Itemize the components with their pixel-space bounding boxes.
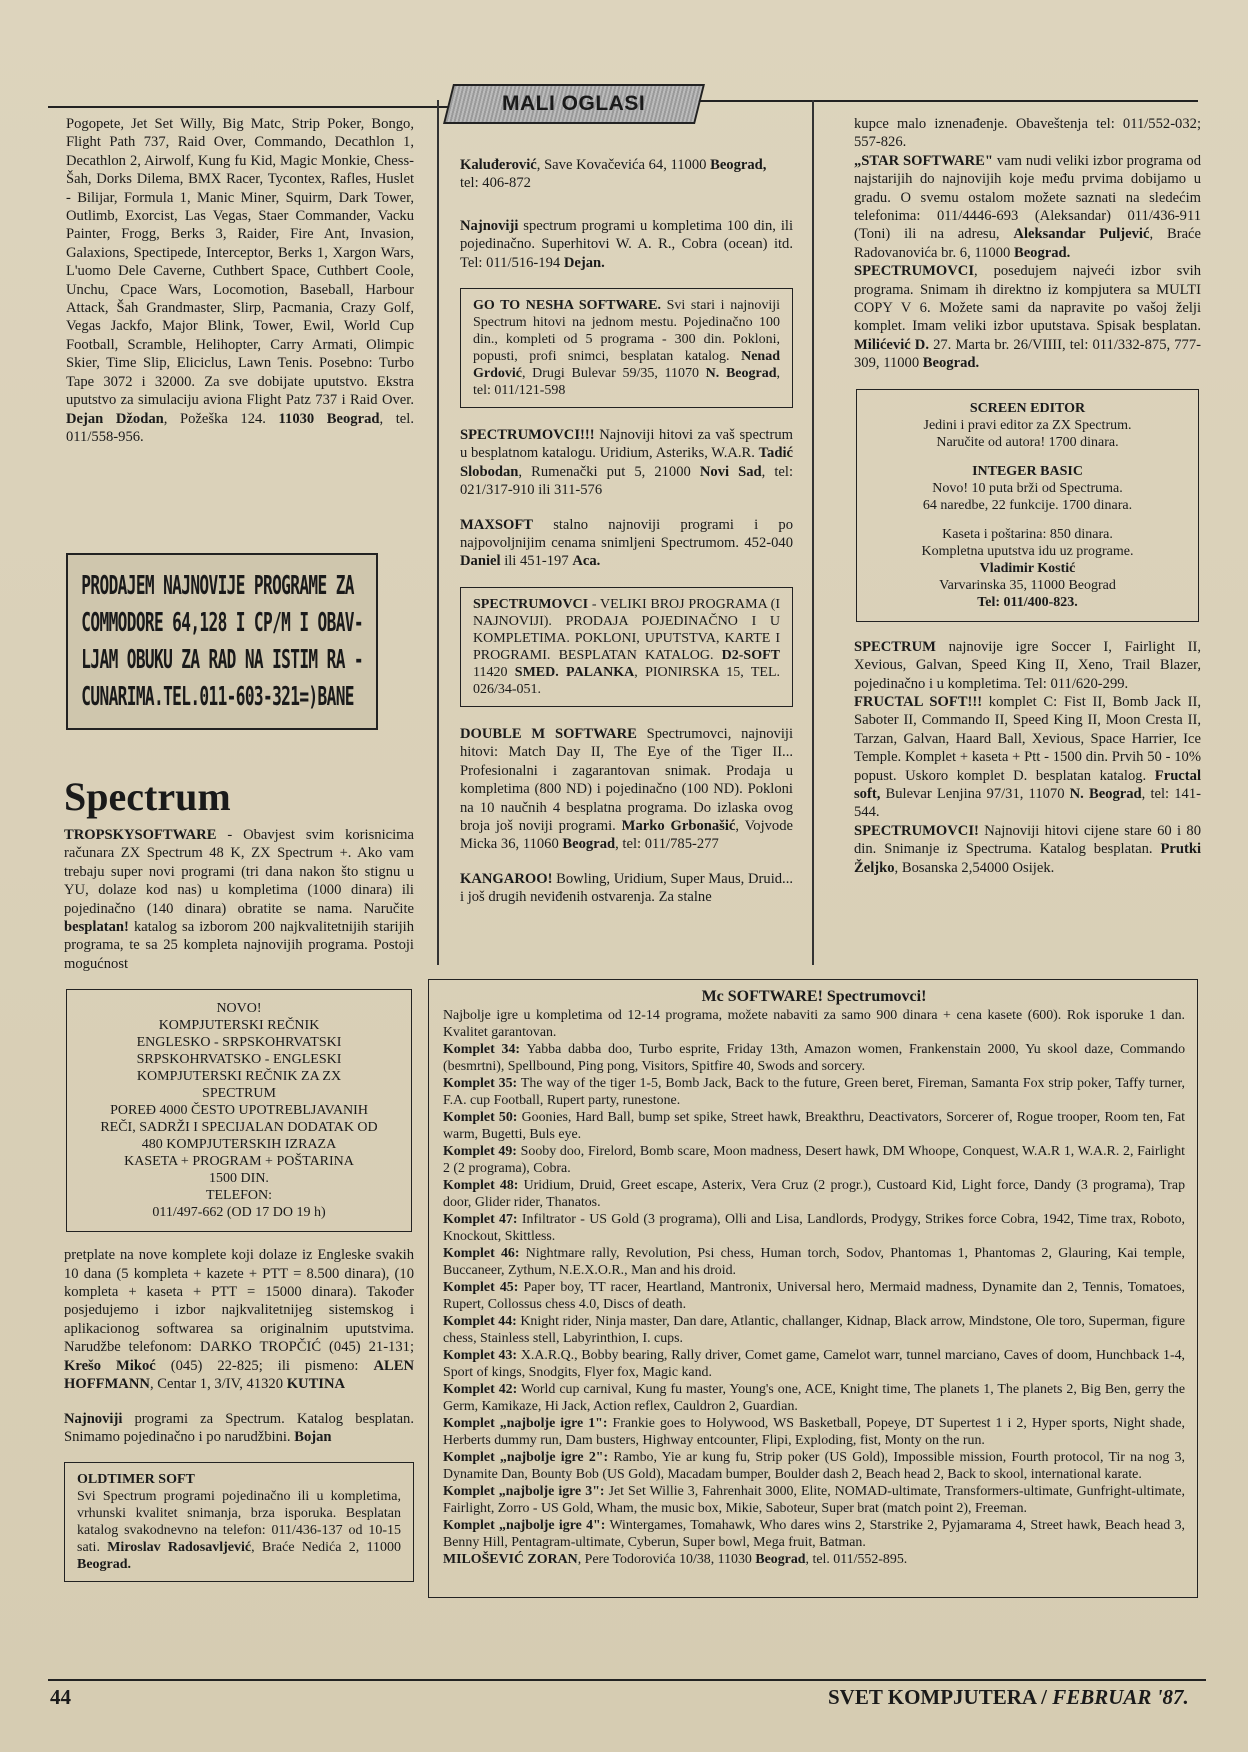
kostic-line: Kompletna uputstva idu uz programe. bbox=[921, 543, 1134, 559]
milicevic-name: Milićević D. bbox=[854, 336, 929, 353]
mc-sign-name: MILOŠEVIĆ ZORAN bbox=[443, 1552, 578, 1567]
dejan-bold: Najnoviji bbox=[460, 217, 519, 234]
d2-phone: , PIONIRSKA 15, TEL. 026/34-051. bbox=[473, 664, 780, 697]
komplet-label: Komplet 42: bbox=[443, 1382, 518, 1397]
screen-editor-box bbox=[856, 389, 1199, 622]
doublem-phone: , tel: 011/785-277 bbox=[615, 836, 719, 853]
nesha-title: GO TO NESHA SOFTWARE. bbox=[473, 298, 661, 314]
mc-sign-address: , Pere Todorovića 10/38, 11030 bbox=[577, 1552, 756, 1567]
doublem-text: Spectrumovci, najnoviji hitovi: Match Day II, The Eye of the Tiger II... Profesionalni i zagarantovan snimak. Prodaja u kompletima (800 ND) i pojedinačno (100 ND). Pokloni na 10 naučnih 4 besplatna programa. Do izlaska ovog broja još noviji programi. bbox=[460, 725, 793, 834]
basic-line: Novo! 10 puta brži od Spectruma. bbox=[932, 480, 1123, 496]
komplet-entry bbox=[443, 1075, 1185, 1109]
d2-name: D2-SOFT bbox=[721, 647, 780, 663]
bojan-text: programi za Spectrum. Katalog besplatan. Snimamo pojedinačno i po narudžbini. bbox=[64, 1410, 414, 1445]
milicevic-city: Beograd. bbox=[922, 355, 980, 372]
oldtimer-name: Miroslav Radosavljević bbox=[107, 1540, 252, 1556]
pretplate-text2: (045) 22-825; ili pismeno: bbox=[155, 1357, 374, 1374]
column-2 bbox=[460, 156, 793, 923]
novo-line: KOMPJUTERSKI REČNIK bbox=[158, 1018, 320, 1034]
column-3 bbox=[854, 115, 1201, 893]
commodore-ad bbox=[66, 553, 378, 730]
star-name: Aleksandar Puljević bbox=[1013, 226, 1150, 243]
column-divider-1 bbox=[437, 100, 439, 965]
editor-title: SCREEN EDITOR bbox=[969, 400, 1086, 416]
komplet-label: Komplet 46: bbox=[443, 1246, 520, 1261]
commodore-ad-line: PRODAJEM NAJNOVIJE PROGRAME ZA bbox=[81, 570, 354, 601]
pretplate-text3: , Centar 1, 3/IV, 41320 bbox=[149, 1376, 287, 1393]
komplet-text: Goonies, Hard Ball, bump set spike, Street hawk, Breakthru, Deactivators, Sorcerer of, Rogue trooper, Room ten, Fat warm, Bugetti, Buls eye. bbox=[443, 1110, 1186, 1142]
komplet-label: Komplet 35: bbox=[443, 1076, 518, 1091]
kostic-name: Vladimir Kostić bbox=[979, 560, 1076, 576]
games-ad bbox=[66, 115, 414, 446]
mc-sign-phone: , tel. 011/552-895. bbox=[805, 1552, 908, 1567]
dejan-ad bbox=[460, 217, 793, 272]
maxsoft-bold: MAXSOFT bbox=[460, 516, 533, 533]
maxsoft-name1: Daniel bbox=[460, 553, 501, 570]
milicevic-address: 27. Marta br. 26/VIIII, tel: 011/332-875, 777-309, 11000 bbox=[854, 336, 1201, 372]
novo-line: POREĐ 4000 ČESTO UPOTREBLJAVANIH bbox=[110, 1103, 368, 1119]
tropsky-text: - Obavjest svim korisnicima računara ZX Spectrum 48 K, ZX Spectrum +. Ako vam trebaju super novi programi (tri dana nakon što stignu u YU, dolaze kod nas) u kompletima (1000 dinara) ili pojedinačno (140 dinara) obratite se nama. Naručite bbox=[64, 827, 414, 917]
fructal-city: N. Beograd bbox=[1069, 785, 1142, 802]
kal-phone: tel: 406-872 bbox=[460, 175, 531, 192]
novo-line: 011/497-662 (OD 17 DO 19 h) bbox=[152, 1205, 326, 1221]
games-ad-text: Pogopete, Jet Set Willy, Big Matc, Strip Poker, Bongo, Flight Path 737, Raid Over, Commando, Decathlon 1, Decathlon 2, Airwolf, Kung fu Kid, Magic Monkie, Chess-Šah, Dorks Dilema, BMX Racer, Tycontex, Rafles, Huslet - Bilijar, Formula 1, Manic Miner, Squirm, Dark Tower, Outlimb, Exorcist, Las Vegas, Staer Commander, Vacku Painter, Frogg, Berks 3, Raider, Fire Ant, Invasion, Galaxions, Spectipede, Interceptor, Berks 1, Xargon Wars, L'uomo Dele Caverne, Cuthbert Space, Cuthbert Coole, Unchu, Cpace Wars, Locomotion, Baseball, Harbour Attack, Šah Grandmaster, Slirp, Pacmania, Crazy Golf, Vegas Jackfo, Major Blink, Tower, Ewil, World Cup Football, Scramble, Helihopter, Carry Armati, Olimpic Skier, Time Slip, Eliciclus, Lawn Tenis. Posebno: Turbo Tape 3072 i 32000. Za sve dobijate uputstvo. Ekstra uputstvo za simulaciju aviona Flight Patz 737 i Raid Over. bbox=[66, 116, 414, 409]
d2-text: - VELIKI BROJ PROGRAMA (I NAJNOVIJI). PRODAJA POJEDINAČNO I U KOMPLETIMA. POKLONI, UPUTSTVA, KARTE I PROGRAMI. BESPLATAN KATALOG. bbox=[473, 596, 780, 663]
mc-title: Mc SOFTWARE! Spectrumovci! bbox=[701, 988, 927, 1005]
nesha-name: Nenad Grdović bbox=[473, 349, 780, 382]
page-number: 44 bbox=[50, 1685, 71, 1709]
tadic-phone: , tel: 021/317-910 ili 311-576 bbox=[460, 463, 793, 499]
kostic-phone: Tel: 011/400-823. bbox=[977, 594, 1078, 610]
prutki-ad bbox=[854, 822, 1201, 877]
header-rule-left bbox=[48, 106, 458, 108]
oldtimer-title: OLDTIMER SOFT bbox=[77, 1472, 195, 1488]
novo-line: SRPSKOHRVATSKO - ENGLESKI bbox=[136, 1052, 342, 1068]
tadic-text: Najnoviji hitovi za vaš spectrum u besplatnom katalogu. Uridium, Asteriks, W.A.R. bbox=[460, 427, 793, 462]
komplet-entry bbox=[443, 1177, 1185, 1211]
komplet-entry bbox=[443, 1279, 1185, 1313]
games-ad-city: 11030 Beograd bbox=[278, 410, 380, 427]
doublem-city: Beograd bbox=[562, 836, 616, 853]
novo-line: ENGLESKO - SRPSKOHRVATSKI bbox=[136, 1035, 342, 1051]
komplet-text: Sooby doo, Firelord, Bomb scare, Moon madness, Desert hawk, DM Whoope, Conquest, W.A.R 1, W.A.R. 2, Fairlight 2 (2 programa), Cobra. bbox=[443, 1144, 1186, 1176]
d2-mid: 11420 bbox=[473, 664, 515, 680]
novo-line: KASETA + PROGRAM + POŠTARINA bbox=[124, 1154, 354, 1170]
komplet-entry bbox=[443, 1041, 1185, 1075]
komplet-entry bbox=[443, 1143, 1185, 1177]
komplet-text: Yabba dabba doo, Turbo esprite, Friday 13th, Amazon women, Frankenstain 2000, Yu skool daze, Commando (besmrtni), Spellbound, Ping pong, Visitors, Spitfire 40, Swods and sorcery. bbox=[443, 1042, 1186, 1074]
komplet-label: Komplet „najbolje igre 4": bbox=[443, 1518, 606, 1533]
column-1 bbox=[66, 115, 414, 462]
komplet-text: Knight rider, Ninja master, Dan dare, Atlantic, challanger, Kidnap, Black arrow, Mindstone, Ole toro, Superman, figure chess, Stainless stell, Labyrinthion, I. cups. bbox=[443, 1314, 1185, 1346]
kostic-address: Varvarinska 35, 11000 Beograd bbox=[939, 577, 1116, 593]
novo-dictionary-box bbox=[66, 989, 412, 1232]
komplet-entry bbox=[443, 1313, 1185, 1347]
pretplate-text: pretplate na nove komplete koji dolaze iz Engleske svakih 10 dana (5 kompleta + kazete + PTT = 8.500 dinara), (10 kompleta + kaseta + PTT = 15000 dinara). Također posjedujemo i izbor najkvalitetnijeg sistemskog i aplikacionog softwarea sa originalnim uputstvima. Narudžbe telefonom: DARKO TROPČIĆ (045) 21-131; bbox=[64, 1247, 414, 1356]
bojan-bold: Najnoviji bbox=[64, 1410, 123, 1427]
komplet-text: Nightmare rally, Revolution, Psi chess, Human torch, Sodov, Phantomas 1, Phantomas 2, Glauring, Kai temple, Buccaneer, Zythum, N.E.X.O.R., Man and his droid. bbox=[443, 1246, 1185, 1278]
kostic-line: Kaseta i poštarina: 850 dinara. bbox=[942, 526, 1113, 542]
mc-signature bbox=[443, 1551, 1185, 1568]
komplet-text: X.A.R.Q., Bobby bearing, Rally driver, Comet game, Camelot warr, tunnel marciano, Caves of doom, Hunchback 1-4, Sport of kings, Snodgits, Flyer fox, Magic kand. bbox=[443, 1348, 1186, 1380]
oldtimer-city: Beograd. bbox=[77, 1557, 132, 1573]
tropsky-text2: katalog sa izborom 200 najkvalitetnijih starijih programa, te sa 25 kompleta najnovijih programa. Postoji mogućnost bbox=[64, 919, 414, 972]
commodore-ad-line: CUNARIMA.TEL.011-603-321=)BANE bbox=[81, 681, 354, 712]
star-text: vam nudi veliki izbor programa od najstarijih do najnovijih koje među prvima dobijamo u gradu. O svemu ostalom možete saznati na sledećim telefonima: 011/4446-693 (Aleksandar) 011/436-911 (Toni) ili na adresu, bbox=[854, 152, 1201, 243]
komplet-text: Infiltrator - US Gold (3 programa), Olli and Lisa, Landlords, Prodygy, Strikes force Cobra, 1942, Time trax, Roboto, Knockout, Skittless. bbox=[443, 1212, 1185, 1244]
doublem-address: , Vojvode Micka 36, 11060 bbox=[460, 817, 793, 853]
pretplate-bold2: ALEN HOFFMANN bbox=[64, 1357, 414, 1393]
mc-software-box bbox=[428, 979, 1198, 1598]
spectrum-games-ad bbox=[854, 638, 1201, 693]
column-1-lower bbox=[64, 770, 414, 1582]
komplet-entry bbox=[443, 1483, 1185, 1517]
fructal-address: Bulevar Lenjina 97/31, 11070 bbox=[880, 785, 1070, 802]
d2-title: SPECTRUMOVCI bbox=[473, 596, 589, 612]
magazine-issue: FEBRUAR '87. bbox=[1052, 1685, 1189, 1709]
komplet-label: Komplet 47: bbox=[443, 1212, 518, 1227]
novo-line: TELEFON: bbox=[205, 1188, 273, 1204]
komplet-entry bbox=[443, 1449, 1185, 1483]
novo-line: REČI, SADRŽI I SPECIJALAN DODATAK OD bbox=[100, 1120, 378, 1136]
komplet-label: Komplet 43: bbox=[443, 1348, 518, 1363]
games-ad-address: , Požeška 124. bbox=[163, 410, 279, 427]
editor-line: Naručite od autora! 1700 dinara. bbox=[936, 434, 1119, 450]
komplet-text: World cup carnival, Kung fu master, Young's one, ACE, Knight time, The planets 1, The planets 2, Big Ben, gerry the Germ, Kamikaze, Hi Jack, Action reflex, Cauldron 2, Guardian. bbox=[443, 1382, 1185, 1414]
kangaroo-ad bbox=[460, 870, 793, 907]
komplet-label: Komplet 44: bbox=[443, 1314, 517, 1329]
fructal-bold: FRUCTAL SOFT!!! bbox=[854, 693, 983, 710]
komplet-entry bbox=[443, 1517, 1185, 1551]
d2-city: SMED. PALANKA bbox=[514, 664, 635, 680]
novo-line: 1500 DIN. bbox=[209, 1171, 269, 1187]
kupce-ad bbox=[854, 115, 1201, 152]
editor-line: Jedini i pravi editor za ZX Spectrum. bbox=[923, 417, 1132, 433]
komplet-label: Komplet 34: bbox=[443, 1042, 521, 1057]
oldtimer-box bbox=[64, 1462, 414, 1582]
komplet-entry bbox=[443, 1109, 1185, 1143]
oldtimer-text: Svi Spectrum programi pojedinačno ili u kompletima, vrhunski kvalitet snimanja, brza isporuka. Besplatan katalog svakodnevno na telefon: 011/436-137 od 10-15 sati. bbox=[77, 1489, 401, 1556]
maxsoft-ad bbox=[460, 516, 793, 571]
kal-name: Kaluđerović bbox=[460, 157, 537, 173]
mc-intro: Najbolje igre u kompletima od 12-14 programa, možete nabaviti za samo 900 dinara + cena kasete (600). Rok isporuke 1 dan. Kvalitet garantovan. bbox=[443, 1008, 1185, 1040]
spectrum-heading: Spectrum bbox=[64, 774, 231, 819]
tadic-name: Tadić Slobodan bbox=[460, 445, 793, 480]
nesha-text: Svi stari i najnoviji Spectrum hitovi na jednom mestu. Pojedinačno 100 din., kompleti od 5 programa - 300 din. Pokloni, popusti, profi snimci, besplatan katalog. bbox=[473, 298, 780, 365]
komplet-entry bbox=[443, 1211, 1185, 1245]
fructal-ad bbox=[854, 693, 1201, 822]
komplet-list bbox=[443, 1041, 1185, 1551]
dejan-name: Dejan. bbox=[563, 254, 605, 271]
star-software-ad bbox=[854, 152, 1201, 262]
komplet-text: Wintergames, Tomahawk, Who dares wins 2, Starstrike 2, Pyjamarama 4, Street hawk, Beach head 3, Benny Hill, Pentagram-ultimate, Cyberun, Super bowl, Mega fruit, Batman. bbox=[443, 1518, 1185, 1550]
komplet-text: The way of the tiger 1-5, Bomb Jack, Back to the future, Green beret, Fireman, Samanta Fox strip poker, Taffy turner, F.A. cup Football, Rupert party, runestone. bbox=[443, 1076, 1186, 1108]
section-title: MALI OGLASI bbox=[502, 92, 646, 115]
commodore-ad-line: COMMODORE 64,128 I CP/M I OBAV- bbox=[81, 607, 363, 638]
milicevic-text: , posedujem najveći izbor svih programa. Snimam ih direktno iz kompjutera sa MULTI COPY V 6. Možete sami da napravite po vašoj želji komplet. Imam veliki izbor uputstava. Spisak besplatan. bbox=[854, 263, 1201, 335]
tropsky-ad bbox=[64, 826, 414, 973]
tadic-address: , Rumenački put 5, 21000 bbox=[518, 463, 700, 480]
komplet-entry bbox=[443, 1245, 1185, 1279]
magazine-name: SVET KOMPJUTERA / bbox=[828, 1685, 1053, 1709]
bojan-ad bbox=[64, 1410, 414, 1447]
games-ad-name: Dejan Džodan bbox=[66, 410, 164, 427]
komplet-entry bbox=[443, 1347, 1185, 1381]
kal-city: Beograd, bbox=[710, 157, 767, 173]
komplet-label: Komplet „najbolje igre 3": bbox=[443, 1484, 605, 1499]
komplet-entry bbox=[443, 1415, 1185, 1449]
d2-soft-box bbox=[460, 587, 793, 707]
dejan-text: spectrum programi u kompletima 100 din, ili pojedinačno. Superhitovi W. A. R., Cobra (ocean) itd. Tel: 011/516-194 bbox=[460, 217, 793, 271]
section-banner bbox=[443, 84, 705, 124]
komplet-label: Komplet 49: bbox=[443, 1144, 517, 1159]
komplet-label: Komplet 50: bbox=[443, 1110, 518, 1125]
footer-rule bbox=[48, 1679, 1206, 1681]
kaluderovic-ad bbox=[460, 156, 793, 193]
pretplate-bold1: Krešo Mikoć bbox=[64, 1357, 156, 1374]
maxsoft-text: stalno najnoviji programi i po najpovoljnijim cenama snimljeni Spectrumom. 452-040 bbox=[460, 516, 793, 552]
bojan-name: Bojan bbox=[294, 1428, 332, 1445]
kupce-text: kupce malo iznenađenje. Obaveštenja tel: 011/552-032; 557-826. bbox=[854, 116, 1201, 151]
basic-line: 64 naredbe, 22 funkcije. 1700 dinara. bbox=[922, 497, 1133, 513]
tropsky-name: TROPSKYSOFTWARE bbox=[64, 827, 217, 843]
komplet-text: Jet Set Willie 3, Fahrenhait 3000, Elite, NOMAD-ultimate, Transformers-ultimate, Gunfright-ultimate, Fairlight, Zorro - US Gold, Wham, the music box, Mikie, Saboteur, Super brat (match point 2), Freeman. bbox=[443, 1484, 1185, 1516]
spectrum2-bold: SPECTRUM bbox=[854, 638, 936, 655]
komplet-text: Frankie goes to Holywood, WS Basketball, Popeye, DT Supertest 1 i 2, Hyper sports, Night shade, Herberts dummy run, Dam busters, Highway entcounter, Flipi, Exploding, fist, Monty on the run. bbox=[443, 1416, 1185, 1448]
doublem-name: Marko Grbonašić bbox=[621, 817, 736, 834]
nesha-city: N. Beograd bbox=[705, 366, 777, 382]
spectrum2-text: najnovije igre Soccer I, Fairlight II, Xevious, Galvan, Speed King II, Xeno, Trail Blazer, pojedinačno i u kompletima. Tel: 011/620-299. bbox=[854, 638, 1201, 692]
tropsky-bold: besplatan! bbox=[64, 919, 129, 936]
kangaroo-text: Bowling, Uridium, Super Maus, Druid... i još drugih neviđenih ostvarenja. Za stalne bbox=[460, 870, 793, 906]
star-city: Beograd. bbox=[1013, 244, 1071, 261]
oldtimer-address: , Braće Nedića 2, 11000 bbox=[251, 1540, 401, 1556]
commodore-ad-text bbox=[81, 568, 363, 716]
milicevic-bold: SPECTRUMOVCI bbox=[854, 263, 974, 280]
komplet-label: Komplet „najbolje igre 2": bbox=[443, 1450, 609, 1465]
novo-line: 480 KOMPJUTERSKIH IZRAZA bbox=[141, 1137, 337, 1153]
novo-line: NOVO! bbox=[216, 1001, 262, 1017]
komplet-text: Uridium, Druid, Greet escape, Asterix, Vera Cruz (2 progr.), Custoard Kid, Light force, Dandy (3 programa), Trap door, Glider rider, Thanatos. bbox=[443, 1178, 1186, 1210]
maxsoft-mid: ili 451-197 bbox=[500, 553, 573, 570]
pretplate-bold3: KUTINA bbox=[286, 1376, 346, 1393]
fructal-text: komplet C: Fist II, Bomb Jack II, Saboter II, Commando II, Speed King II, Moon Cresta II, Tarzan, Galvan, Haard Ball, Xevious, Space Harrier, Ice Temple. Komplet + kaseta + Ptt - 1500 din. Prvih 50 - 10% popust. Uskoro komplet D. besplatan katalog. bbox=[854, 693, 1201, 784]
mc-sign-city: Beograd bbox=[755, 1552, 806, 1567]
star-address: , Braće Radovanovića br. 6, 11000 bbox=[854, 226, 1201, 261]
nesha-phone: , tel: 011/121-598 bbox=[473, 366, 780, 399]
prutki-bold: SPECTRUMOVCI! bbox=[854, 822, 979, 839]
pretplate-ad bbox=[64, 1246, 414, 1393]
komplet-text: Paper boy, TT racer, Heartland, Mantronix, Universal hero, Mermaid madness, Dynamite dan 2, Tennis, Tomatoes, Rupert, Collossus chess 4.0, Discs of death. bbox=[443, 1280, 1185, 1312]
magazine-footer bbox=[828, 1685, 1189, 1710]
tadic-bold: SPECTRUMOVCI!!! bbox=[460, 427, 595, 444]
star-bold: „STAR SOFTWARE" bbox=[854, 152, 994, 169]
basic-title: INTEGER BASIC bbox=[972, 463, 1083, 479]
fructal-name: Fructal soft, bbox=[854, 767, 1201, 802]
tadic-city: Novi Sad bbox=[699, 463, 762, 480]
komplet-text: Rambo, Yie ar kung fu, Strip poker (US Gold), Impossible mission, Fourth protocol, Tir na nog 3, Dynamite Dan, Bounty Bob (US Gold), Macadam bumper, Boulder dash 2, Beach head 2, Back to skool, international karate. bbox=[443, 1450, 1185, 1482]
komplet-entry bbox=[443, 1381, 1185, 1415]
column-divider-2 bbox=[812, 100, 814, 965]
fructal-phone: , tel: 141-544. bbox=[854, 785, 1201, 821]
tadic-ad bbox=[460, 426, 793, 500]
nesha-address: , Drugi Bulevar 59/35, 11070 bbox=[522, 366, 706, 382]
commodore-ad-line: LJAM OBUKU ZA RAD NA ISTIM RA - bbox=[81, 644, 363, 675]
prutki-address: , Bosanska 2,54000 Osijek. bbox=[894, 859, 1055, 876]
games-ad-phone: , tel. 011/558-956. bbox=[66, 410, 414, 445]
header-rule-right bbox=[690, 100, 1198, 102]
doublem-ad bbox=[460, 725, 793, 854]
komplet-label: Komplet 45: bbox=[443, 1280, 519, 1295]
milicevic-ad bbox=[854, 262, 1201, 372]
doublem-bold: DOUBLE M SOFTWARE bbox=[460, 725, 637, 742]
kangaroo-bold: KANGAROO! bbox=[460, 870, 553, 887]
nesha-box bbox=[460, 288, 793, 408]
komplet-label: Komplet „najbolje igre 1": bbox=[443, 1416, 608, 1431]
novo-line: SPECTRUM bbox=[202, 1086, 276, 1102]
prutki-text: Najnoviji hitovi cijene stare 60 i 80 din. Snimanje iz Spectruma. Katalog besplatan. bbox=[854, 822, 1201, 858]
komplet-label: Komplet 48: bbox=[443, 1178, 519, 1193]
novo-line: KOMPJUTERSKI REČNIK ZA ZX bbox=[136, 1069, 342, 1085]
kal-address: , Save Kovačevića 64, 11000 bbox=[536, 157, 711, 173]
maxsoft-name2: Aca. bbox=[572, 553, 601, 570]
prutki-name: Prutki Željko bbox=[854, 841, 1201, 876]
